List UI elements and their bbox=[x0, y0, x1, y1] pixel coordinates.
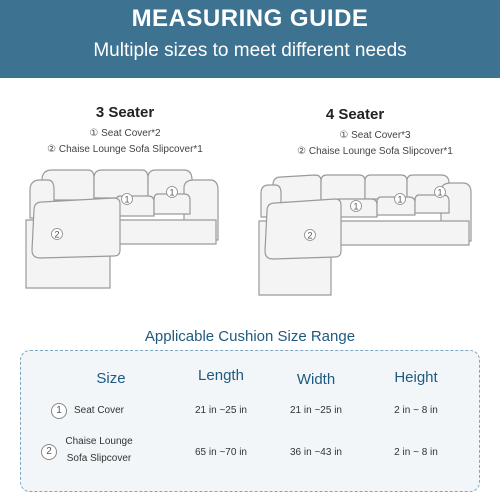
three-seater-line2: ② Chaise Lounge Sofa Slipcover*1 bbox=[47, 144, 203, 155]
back-cushion-2 bbox=[321, 175, 365, 201]
four-seater-line2: ② Chaise Lounge Sofa Slipcover*1 bbox=[297, 146, 453, 157]
header-height: Height bbox=[394, 369, 438, 386]
chaise-cushion bbox=[265, 199, 341, 259]
row-size-name: Seat Cover bbox=[73, 405, 125, 416]
seat-cushion-3 bbox=[415, 195, 449, 213]
three-seater-line1: ① Seat Cover*2 bbox=[89, 128, 161, 139]
banner-title: MEASURING GUIDE bbox=[131, 5, 369, 32]
header-size: Size bbox=[96, 370, 126, 387]
four-seater-line1: ① Seat Cover*3 bbox=[339, 130, 411, 141]
row-height: 2 in ~ 8 in bbox=[394, 447, 438, 458]
row-size-name-line2: Sofa Slipcover bbox=[66, 453, 132, 464]
row-width: 36 in ~43 in bbox=[290, 447, 342, 458]
header-length: Length bbox=[198, 367, 244, 384]
row-height: 2 in ~ 8 in bbox=[394, 405, 438, 416]
four-seater-sofa-illustration bbox=[255, 165, 480, 300]
three-seater-title: 3 Seater bbox=[95, 104, 155, 121]
size-table bbox=[20, 350, 480, 492]
row-length: 21 in ~25 in bbox=[195, 405, 247, 416]
back-cushion-middle bbox=[94, 170, 148, 198]
four-seater-title: 4 Seater bbox=[325, 106, 385, 123]
banner-subtitle: Multiple sizes to meet different needs bbox=[93, 40, 407, 61]
marker-label: 1 bbox=[397, 194, 403, 205]
size-range-title: Applicable Cushion Size Range bbox=[144, 328, 356, 345]
marker-label: 1 bbox=[437, 187, 443, 198]
row-number-badge: 1 bbox=[51, 403, 67, 419]
marker-label: 1 bbox=[169, 187, 175, 198]
row-number-badge: 2 bbox=[41, 444, 57, 460]
marker-label: 1 bbox=[124, 194, 130, 205]
row-width: 21 in ~25 in bbox=[290, 405, 342, 416]
header-banner bbox=[0, 0, 500, 78]
chaise-cushion bbox=[32, 198, 120, 258]
row-length: 65 in ~70 in bbox=[195, 447, 247, 458]
row-size-name: Chaise Lounge bbox=[65, 436, 133, 447]
header-width: Width bbox=[296, 371, 336, 388]
marker-label: 1 bbox=[353, 201, 359, 212]
marker-label: 2 bbox=[307, 230, 313, 241]
three-seater-sofa-illustration bbox=[20, 158, 230, 293]
marker-label: 2 bbox=[54, 229, 60, 240]
